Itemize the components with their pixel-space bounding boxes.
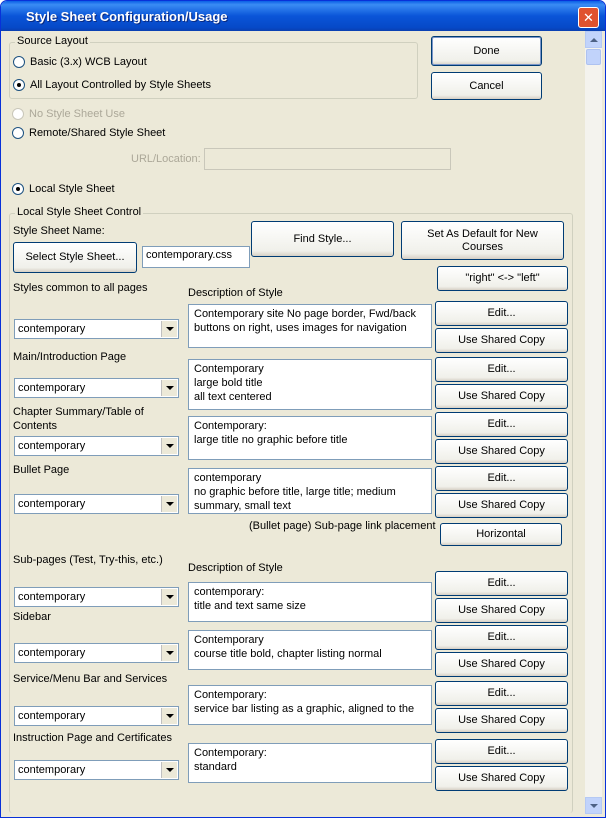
description-instruction[interactable]: Contemporary: standard xyxy=(188,743,432,783)
radio-indicator-selected xyxy=(12,183,24,195)
dropdown-arrow[interactable] xyxy=(161,321,177,337)
subpage-placement-button[interactable] xyxy=(440,523,562,546)
style-sheet-name-label: Style Sheet Name: xyxy=(13,225,105,237)
scroll-down-button[interactable] xyxy=(585,797,602,814)
row-label-service: Service/Menu Bar and Services xyxy=(13,673,168,685)
shared-copy-label: Use Shared Copy xyxy=(458,445,545,457)
shared-copy-label: Use Shared Copy xyxy=(458,390,545,402)
edit-button-bullet[interactable] xyxy=(435,466,568,491)
scroll-up-button[interactable] xyxy=(585,31,602,48)
chevron-down-icon xyxy=(166,595,174,599)
style-select-subpages[interactable] xyxy=(14,587,179,607)
dropdown-arrow[interactable] xyxy=(161,762,177,778)
description-subpages[interactable]: contemporary: title and text same size xyxy=(188,582,432,622)
window-title: Style Sheet Configuration/Usage xyxy=(26,9,228,24)
shared-copy-button-service[interactable] xyxy=(435,708,568,733)
radio-indicator xyxy=(12,127,24,139)
description-main[interactable]: Contemporary large bold title all text centered xyxy=(188,359,432,410)
radio-indicator xyxy=(12,108,24,120)
shared-copy-button-common[interactable] xyxy=(435,328,568,353)
shared-copy-label: Use Shared Copy xyxy=(458,658,545,670)
radio-indicator-selected xyxy=(13,79,25,91)
radio-remote-style-sheet[interactable] xyxy=(12,127,165,139)
edit-label: Edit... xyxy=(487,418,516,430)
select-value: contemporary xyxy=(18,591,86,603)
chevron-down-icon xyxy=(166,651,174,655)
radio-local-style-sheet[interactable] xyxy=(12,183,115,195)
local-control-legend: Local Style Sheet Control xyxy=(17,206,142,218)
done-label: Done xyxy=(473,44,500,57)
dropdown-arrow[interactable] xyxy=(161,496,177,512)
swap-right-left-label: "right" <-> "left" xyxy=(465,272,540,284)
edit-label: Edit... xyxy=(487,631,516,643)
edit-label: Edit... xyxy=(487,745,516,757)
edit-button-instruction[interactable] xyxy=(435,739,568,764)
style-select-service[interactable] xyxy=(14,706,179,726)
row-label-sidebar: Sidebar xyxy=(13,611,51,623)
chevron-down-icon xyxy=(166,714,174,718)
radio-all-label: All Layout Controlled by Style Sheets xyxy=(30,79,211,91)
chevron-down-icon xyxy=(590,804,598,808)
style-select-instruction[interactable] xyxy=(14,760,179,780)
close-icon: ✕ xyxy=(583,10,594,25)
dropdown-arrow[interactable] xyxy=(161,589,177,605)
select-value: contemporary xyxy=(18,382,86,394)
row-label-bullet: Bullet Page xyxy=(13,464,70,476)
vertical-scrollbar[interactable] xyxy=(585,31,602,814)
dropdown-arrow[interactable] xyxy=(161,380,177,396)
shared-copy-label: Use Shared Copy xyxy=(458,499,545,511)
shared-copy-button-instruction[interactable] xyxy=(435,766,568,791)
close-button[interactable] xyxy=(578,7,599,28)
row-label-main: Main/Introduction Page xyxy=(13,351,127,363)
edit-label: Edit... xyxy=(487,472,516,484)
row-label-instruction: Instruction Page and Certificates xyxy=(13,732,172,744)
shared-copy-button-main[interactable] xyxy=(435,384,568,409)
chevron-down-icon xyxy=(166,444,174,448)
dropdown-arrow[interactable] xyxy=(161,438,177,454)
edit-button-service[interactable] xyxy=(435,681,568,706)
style-select-bullet[interactable] xyxy=(14,494,179,514)
select-style-sheet-button[interactable] xyxy=(13,242,137,273)
radio-basic-label: Basic (3.x) WCB Layout xyxy=(30,56,147,68)
description-chapter[interactable]: Contemporary: large title no graphic before title xyxy=(188,416,432,460)
source-layout-group xyxy=(9,35,418,99)
select-style-sheet-label: Select Style Sheet... xyxy=(25,251,125,263)
edit-button-sidebar[interactable] xyxy=(435,625,568,650)
scroll-thumb[interactable] xyxy=(586,49,601,65)
set-default-label: Set As Default for New Courses xyxy=(427,227,538,253)
row-label-chapter: Chapter Summary/Table of Contents xyxy=(13,406,144,432)
radio-local-label: Local Style Sheet xyxy=(29,183,115,195)
edit-label: Edit... xyxy=(487,307,516,319)
edit-label: Edit... xyxy=(487,687,516,699)
title-bar[interactable] xyxy=(1,1,605,31)
find-style-label: Find Style... xyxy=(293,232,352,245)
swap-right-left-button[interactable] xyxy=(437,266,568,291)
set-default-button[interactable] xyxy=(401,221,564,260)
cancel-button[interactable] xyxy=(431,72,542,100)
chevron-down-icon xyxy=(166,327,174,331)
url-location-input[interactable] xyxy=(204,148,451,170)
select-value: contemporary xyxy=(18,440,86,452)
edit-button-main[interactable] xyxy=(435,357,568,382)
row-label-subpages: Sub-pages (Test, Try-this, etc.) xyxy=(13,554,163,566)
radio-basic-layout[interactable] xyxy=(13,56,147,68)
select-value: contemporary xyxy=(18,323,86,335)
source-layout-legend: Source Layout xyxy=(17,35,88,47)
row-label-common: Styles common to all pages xyxy=(13,282,148,294)
description-header-2: Description of Style xyxy=(188,562,283,574)
shared-copy-button-bullet[interactable] xyxy=(435,493,568,518)
select-value: contemporary xyxy=(18,710,86,722)
chevron-down-icon xyxy=(166,502,174,506)
radio-no-style-label: No Style Sheet Use xyxy=(29,108,125,120)
radio-remote-label: Remote/Shared Style Sheet xyxy=(29,127,166,139)
bullet-subpage-placement-label: (Bullet page) Sub-page link placement xyxy=(249,520,436,532)
done-button[interactable] xyxy=(431,36,542,66)
chevron-up-icon xyxy=(590,38,598,42)
description-bullet[interactable]: contemporary no graphic before title, large title; medium summary, small text xyxy=(188,468,432,514)
shared-copy-button-subpages[interactable] xyxy=(435,598,568,623)
style-select-chapter[interactable] xyxy=(14,436,179,456)
shared-copy-label: Use Shared Copy xyxy=(458,772,545,784)
find-style-button[interactable] xyxy=(251,221,394,257)
cancel-label: Cancel xyxy=(469,79,504,92)
description-sidebar[interactable]: Contemporary course title bold, chapter listing normal xyxy=(188,630,432,670)
shared-copy-label: Use Shared Copy xyxy=(458,714,545,726)
edit-button-common[interactable] xyxy=(435,301,568,326)
shared-copy-button-chapter[interactable] xyxy=(435,439,568,464)
edit-label: Edit... xyxy=(487,577,516,589)
radio-indicator xyxy=(13,56,25,68)
url-location-label: URL/Location: xyxy=(131,153,201,165)
edit-button-chapter[interactable] xyxy=(435,412,568,437)
subpage-placement-value: Horizontal xyxy=(476,528,526,540)
style-select-main[interactable] xyxy=(14,378,179,398)
radio-all-layout[interactable] xyxy=(13,79,211,91)
edit-button-subpages[interactable] xyxy=(435,571,568,596)
edit-label: Edit... xyxy=(487,363,516,375)
shared-copy-label: Use Shared Copy xyxy=(458,334,545,346)
dropdown-arrow[interactable] xyxy=(161,708,177,724)
radio-no-style-sheet[interactable] xyxy=(12,108,125,120)
description-common[interactable]: Contemporary site No page border, Fwd/back buttons on right, uses images for navigation xyxy=(188,304,432,348)
description-service[interactable]: Contemporary: service bar listing as a graphic, aligned to the xyxy=(188,685,432,725)
style-select-sidebar[interactable] xyxy=(14,643,179,663)
dialog-client xyxy=(4,31,602,814)
dropdown-arrow[interactable] xyxy=(161,645,177,661)
style-sheet-name-input[interactable]: contemporary.css xyxy=(142,246,250,268)
select-value: contemporary xyxy=(18,647,86,659)
chevron-down-icon xyxy=(166,768,174,772)
chevron-down-icon xyxy=(166,386,174,390)
shared-copy-label: Use Shared Copy xyxy=(458,604,545,616)
style-select-common[interactable] xyxy=(14,319,179,339)
shared-copy-button-sidebar[interactable] xyxy=(435,652,568,677)
select-value: contemporary xyxy=(18,764,86,776)
description-header-1: Description of Style xyxy=(188,287,283,299)
select-value: contemporary xyxy=(18,498,86,510)
